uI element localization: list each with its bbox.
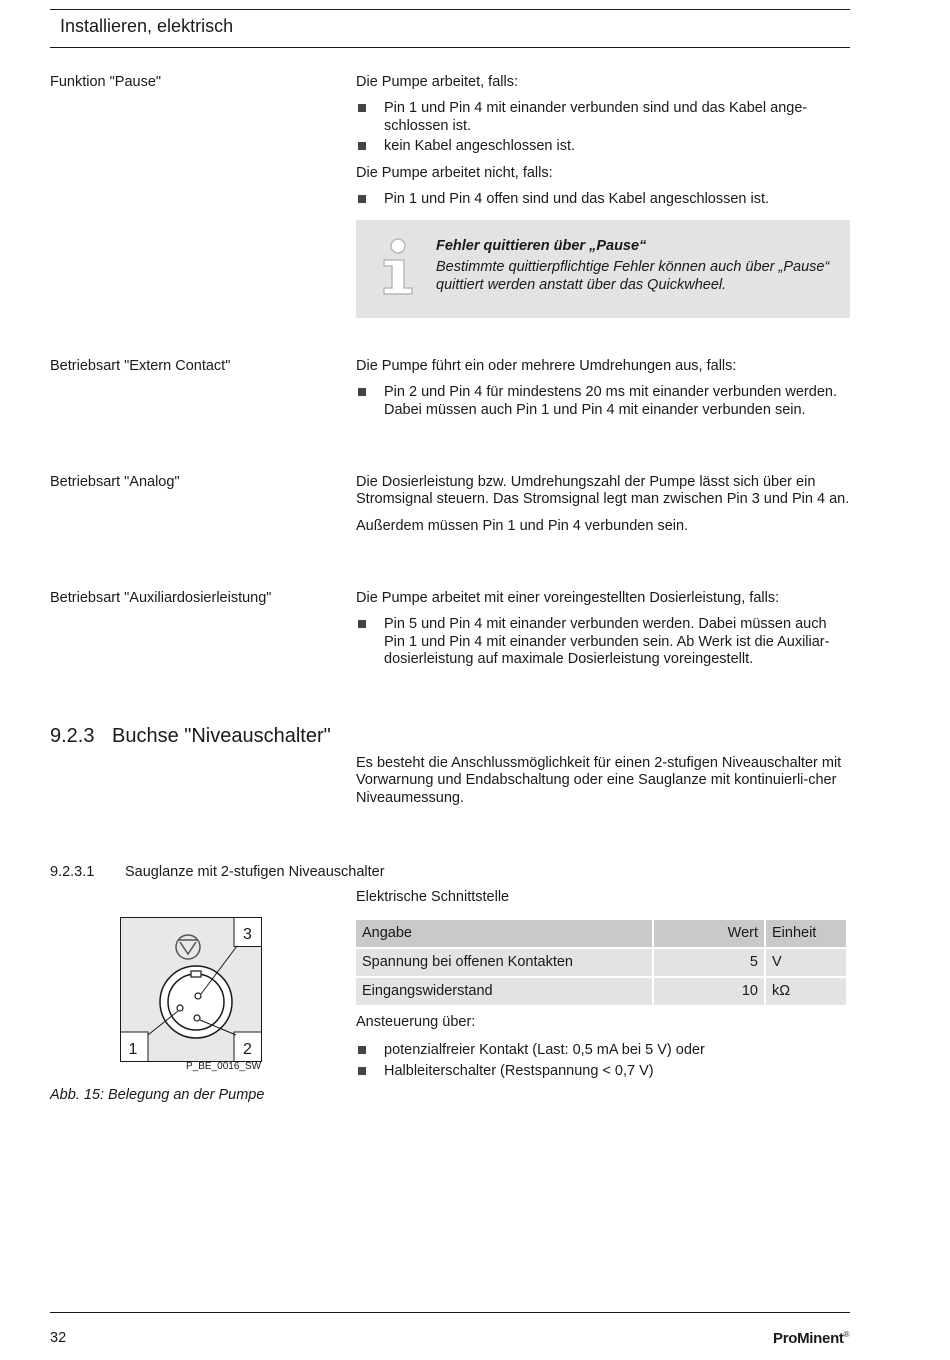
aux-label: Betriebsart "Auxiliardosierleistung" <box>50 590 272 606</box>
table-cell: Spannung bei offenen Kontakten <box>356 949 652 976</box>
info-text-block <box>436 238 836 294</box>
table-header-einheit: Einheit <box>766 920 846 947</box>
list-item: Pin 2 und Pin 4 für mindestens 20 ms mit einander verbunden werden. Dabei müssen auch Pin 1 und Pin 4 mit einander verbunden sein. <box>356 384 850 419</box>
socket-key-notch <box>191 971 201 977</box>
section-heading-9-2-3 <box>50 724 331 748</box>
logo-text: ProMinent <box>773 1330 844 1347</box>
footer-rule <box>50 1312 850 1313</box>
logo-registered-mark: ® <box>843 1330 850 1339</box>
extern-section <box>356 358 850 428</box>
analog-section <box>356 474 850 544</box>
socket-pin-diagram <box>120 917 262 1062</box>
subsection-number: 9.2.3.1 <box>50 864 95 880</box>
subsection-title: Sauglanze mit 2-stufigen Niveauschalter <box>125 864 385 880</box>
control-section <box>356 1014 850 1089</box>
pause-works-list <box>356 100 850 155</box>
list-item: Pin 1 und Pin 4 mit einander verbunden sind und das Kabel ange-schlossen ist. <box>356 100 850 135</box>
spec-table <box>354 918 848 1007</box>
pause-not-list <box>356 191 850 208</box>
header-top-rule <box>50 9 850 10</box>
analog-label: Betriebsart "Analog" <box>50 474 180 490</box>
control-list <box>356 1042 850 1080</box>
list-item: Halbleiterschalter (Restspannung < 0,7 V) <box>356 1063 850 1080</box>
aux-section <box>356 590 850 678</box>
pin-2-contact <box>194 1015 200 1021</box>
analog-paragraph-2: Außerdem müssen Pin 1 und Pin 4 verbunden sein. <box>356 517 689 534</box>
extern-list <box>356 384 850 419</box>
section-number: 9.2.3 <box>50 725 95 747</box>
figure-caption: Abb. 15: Belegung an der Pumpe <box>50 1087 265 1103</box>
table-cell: 5 <box>654 949 764 976</box>
section-9-2-3-text: Es besteht die Anschlussmöglichkeit für einen 2-stufigen Niveauschalter mit Vorwarnung und Endabschaltung oder eine Sauglanze mit kontinuierli-cher Niveaumessung. <box>356 755 842 806</box>
table-cell: kΩ <box>766 978 846 1005</box>
list-item: potenzialfreier Kontakt (Last: 0,5 mA bei 5 V) oder <box>356 1042 850 1059</box>
pause-label: Funktion "Pause" <box>50 74 162 90</box>
pin-label-1: 1 <box>128 1041 138 1058</box>
pin-label-2: 2 <box>243 1041 252 1058</box>
socket-inner-ring <box>168 974 224 1030</box>
pause-intro-works: Die Pumpe arbeitet, falls: <box>356 74 518 90</box>
pin-3-contact <box>195 993 201 999</box>
control-intro: Ansteuerung über: <box>356 1014 476 1030</box>
prominent-logo <box>773 1330 849 1348</box>
extern-label: Betriebsart "Extern Contact" <box>50 358 231 374</box>
figure-code: P_BE_0016_SW <box>186 1061 262 1072</box>
table-cell: 10 <box>654 978 764 1005</box>
table-header-angabe: Angabe <box>356 920 652 947</box>
pause-intro-not: Die Pumpe arbeitet nicht, falls: <box>356 164 553 181</box>
info-title: Fehler quittieren über „Pause“ <box>436 238 647 254</box>
table-row <box>356 949 846 976</box>
section-heading-9-2-3-1 <box>50 864 385 881</box>
header-bottom-rule <box>50 47 850 48</box>
table-row <box>356 978 846 1005</box>
table-cell: V <box>766 949 846 976</box>
info-box <box>356 220 850 318</box>
pin-label-3: 3 <box>243 926 252 943</box>
extern-intro: Die Pumpe führt ein oder mehrere Umdrehungen aus, falls: <box>356 358 737 374</box>
section-9-2-3-text-block <box>356 755 850 816</box>
analog-paragraph-1: Die Dosierleistung bzw. Umdrehungszahl der Pumpe lässt sich über ein Stromsignal steuern. Das Stromsignal legt man zwischen Pin 3 und Pin 4 an. <box>356 474 850 508</box>
pin-1-contact <box>177 1005 183 1011</box>
table-header-wert: Wert <box>654 920 764 947</box>
aux-list <box>356 616 850 668</box>
page-number: 32 <box>50 1330 67 1346</box>
page-header-title: Installieren, elektrisch <box>60 16 234 36</box>
section-title: Buchse "Niveauschalter" <box>112 725 331 747</box>
list-item: Pin 1 und Pin 4 offen sind und das Kabel angeschlossen ist. <box>356 191 850 208</box>
list-item: kein Kabel angeschlossen ist. <box>356 138 850 155</box>
table-header-row <box>356 920 846 947</box>
aux-intro: Die Pumpe arbeitet mit einer voreingestellten Dosierleistung, falls: <box>356 590 780 606</box>
interface-label: Elektrische Schnittstelle <box>356 889 510 905</box>
pause-section <box>356 74 850 217</box>
info-icon <box>378 238 418 298</box>
info-text: Bestimmte quittierpflichtige Fehler können auch über „Pause“ quittiert werden anstatt über das Quickwheel. <box>436 259 830 293</box>
list-item: Pin 5 und Pin 4 mit einander verbunden werden. Dabei müssen auch Pin 1 und Pin 4 mit einander verbunden sein. Ab Werk ist die Auxiliar-dosierleistung auf maximale Dosierleistung voreingestellt. <box>356 616 850 668</box>
table-cell: Eingangswiderstand <box>356 978 652 1005</box>
